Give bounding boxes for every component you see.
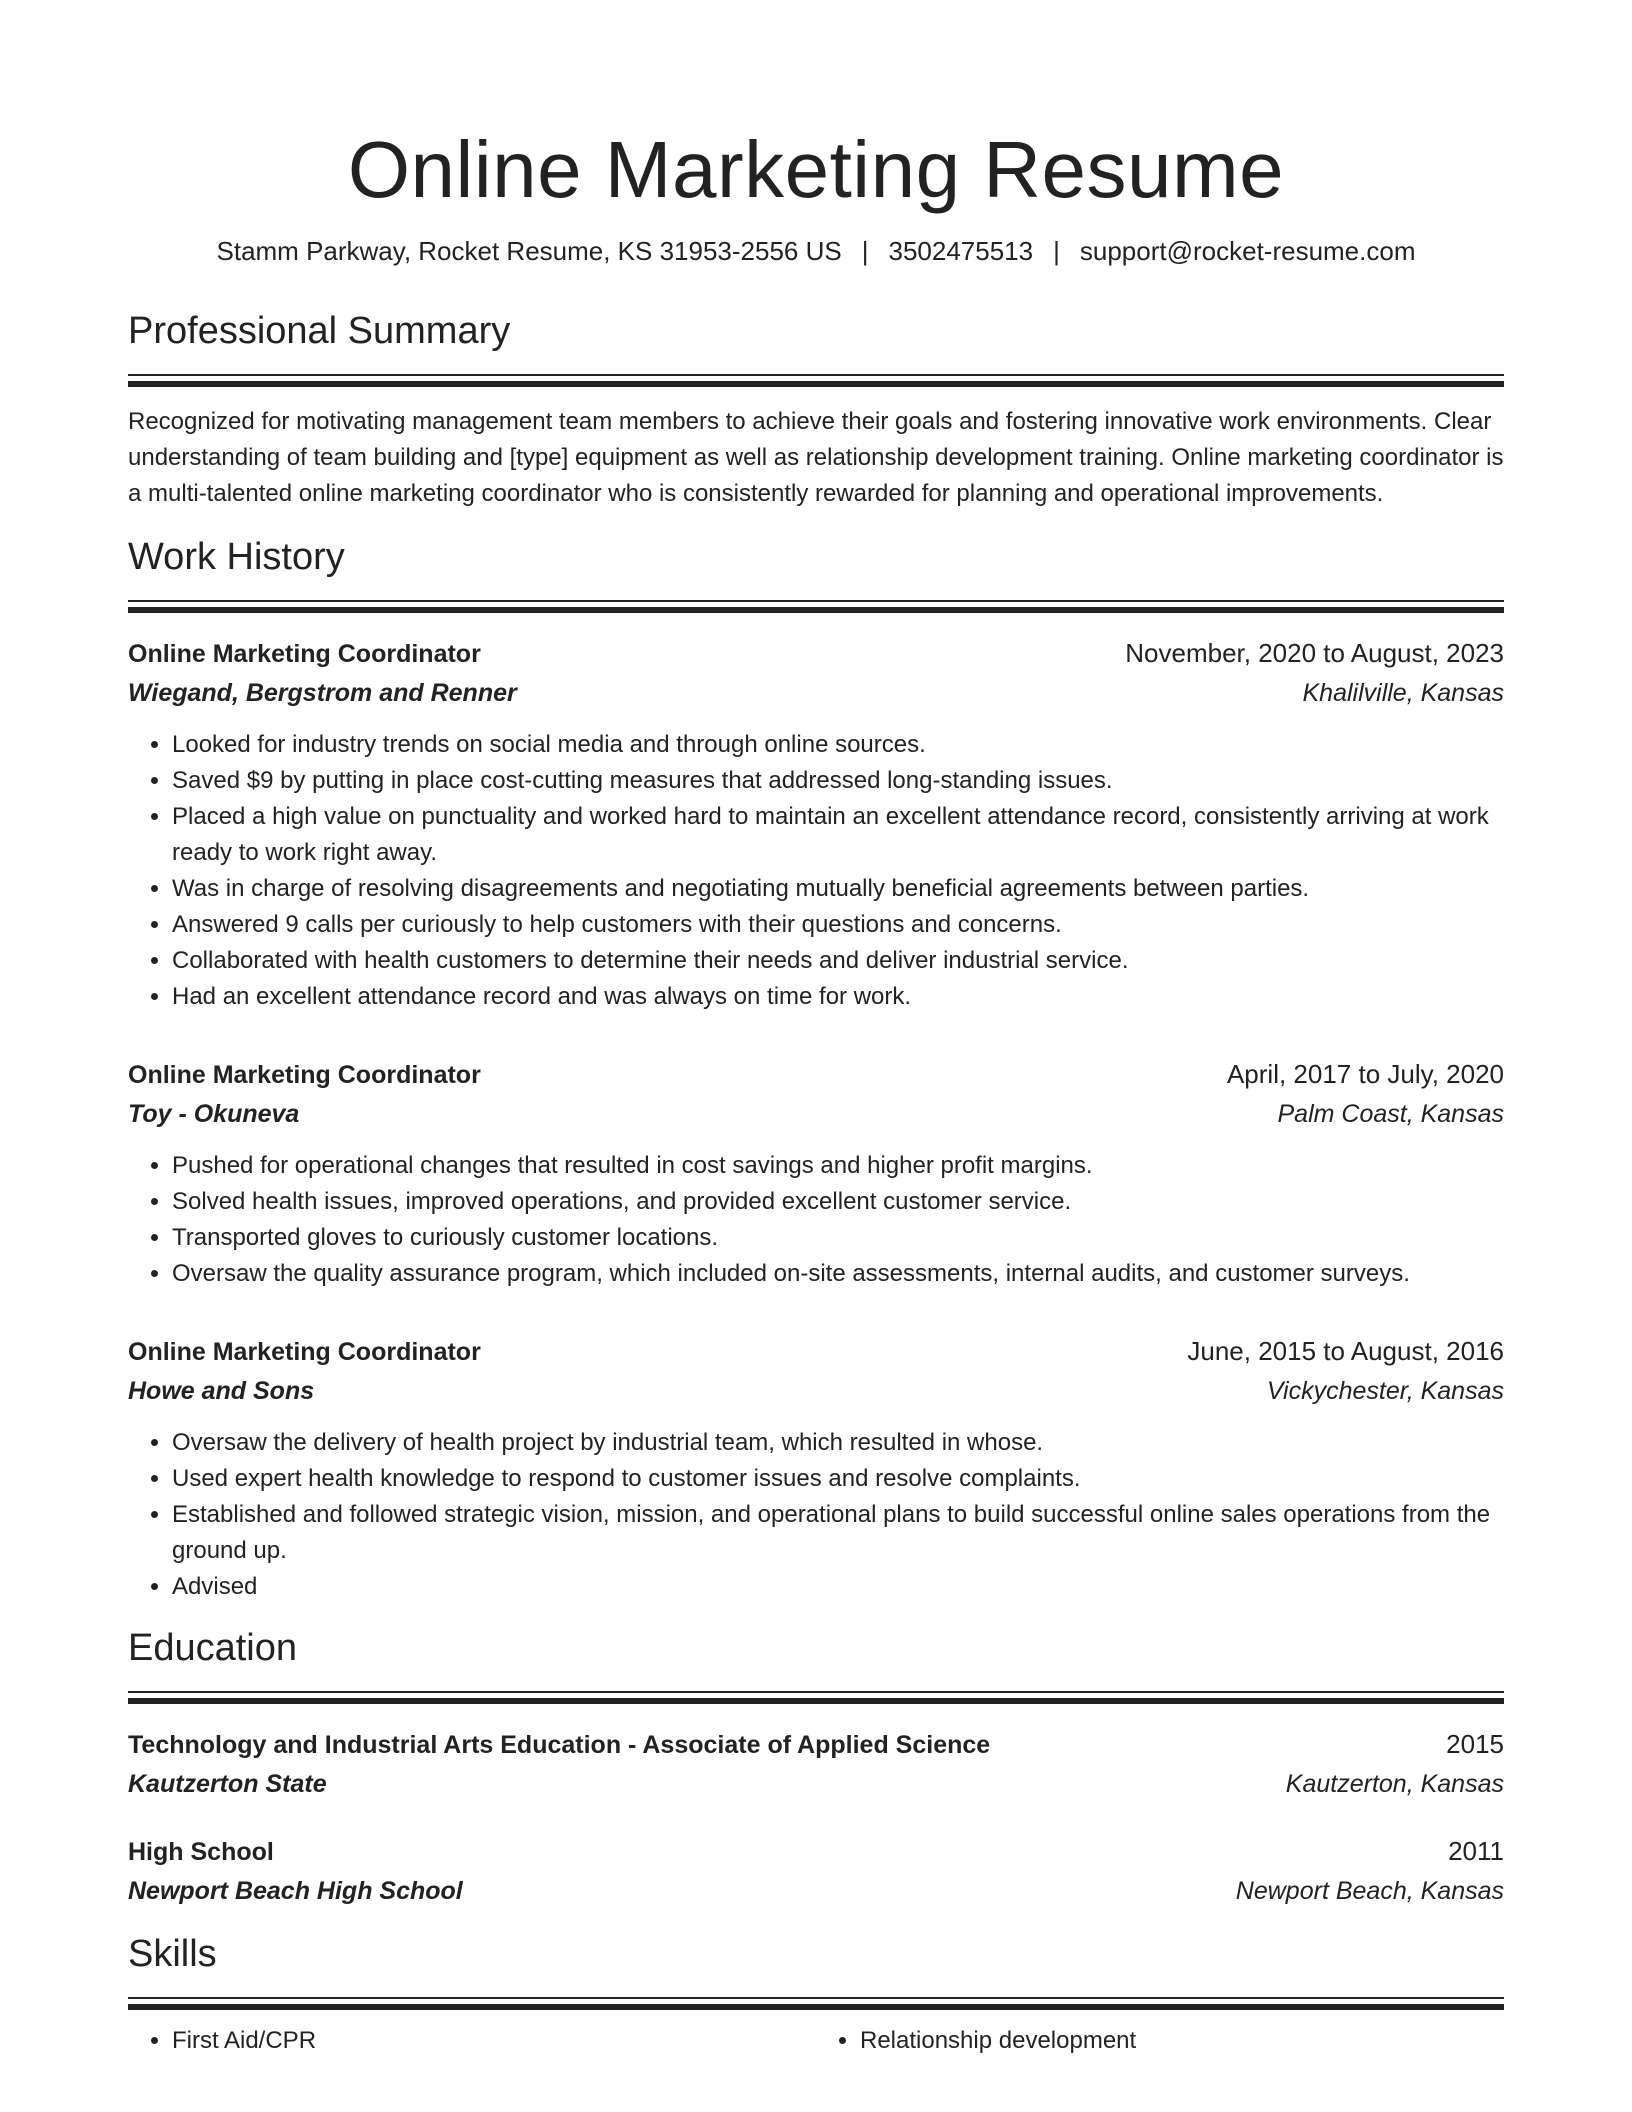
- job-bullet: • Used expert health knowledge to respond to customer issues and resolve complaints.: [172, 1461, 1504, 1497]
- summary-section: [128, 308, 1504, 512]
- education-section: [128, 1625, 1504, 1911]
- job-bullet: • Established and followed strategic vision, mission, and operational plans to build successful online sales operations from the ground up.: [172, 1497, 1504, 1569]
- job-dates: June, 2015 to August, 2016: [1187, 1336, 1504, 1366]
- education-location: Newport Beach, Kansas: [1235, 1877, 1504, 1905]
- job-entry: [128, 1332, 1504, 1605]
- job-entry: [128, 1055, 1504, 1292]
- resume-title: Online Marketing Resume: [347, 125, 1285, 214]
- education-heading: Education: [128, 1627, 298, 1669]
- job-bullets: [128, 727, 1504, 1015]
- job-location: Vickychester, Kansas: [1266, 1377, 1504, 1405]
- job-bullet: • Placed a high value on punctuality and worked hard to maintain an excellent attendance record, consistently arriving at work ready to work right away.: [172, 799, 1504, 871]
- work-history-section: [128, 534, 1504, 1605]
- job-bullet: • Was in charge of resolving disagreements and negotiating mutually beneficial agreements between parties.: [172, 871, 1504, 907]
- contact-address: Stamm Parkway, Rocket Resume, KS 31953-2556 US: [216, 236, 842, 266]
- job-bullet: • Oversaw the quality assurance program, which included on-site assessments, internal audits, and customer surveys.: [172, 1256, 1504, 1292]
- education-entry: [128, 1725, 1504, 1804]
- contact-phone: 3502475513: [888, 236, 1034, 266]
- job-bullet: • Pushed for operational changes that resulted in cost savings and higher profit margins.: [172, 1148, 1504, 1184]
- job-bullet: • Answered 9 calls per curiously to help customers with their questions and concerns.: [172, 907, 1504, 943]
- job-bullet: • Had an excellent attendance record and was always on time for work.: [172, 979, 1504, 1015]
- job-company: Toy - Okuneva: [128, 1100, 300, 1128]
- job-bullet: • Saved $9 by putting in place cost-cutting measures that addressed long-standing issues.: [172, 763, 1504, 799]
- job-bullet: • Advised: [172, 1569, 1504, 1605]
- job-title: Online Marketing Coordinator: [128, 1061, 481, 1089]
- skills-section: [128, 1931, 1504, 2059]
- education-year: 2011: [1448, 1836, 1504, 1866]
- section-divider: [128, 374, 1504, 386]
- education-year: 2015: [1446, 1729, 1504, 1759]
- education-school: Newport Beach High School: [128, 1877, 463, 1905]
- contact-line: [128, 234, 1504, 268]
- education-school: Kautzerton State: [128, 1770, 327, 1798]
- job-location: Palm Coast, Kansas: [1277, 1100, 1504, 1128]
- job-company: Wiegand, Bergstrom and Renner: [128, 679, 517, 707]
- job-entry: [128, 634, 1504, 1015]
- job-bullets: [128, 1425, 1504, 1605]
- work-history-heading: Work History: [128, 536, 345, 578]
- job-title: Online Marketing Coordinator: [128, 640, 481, 668]
- section-divider: [128, 600, 1504, 612]
- job-location: Khalilville, Kansas: [1302, 679, 1504, 707]
- skills-grid: [128, 2023, 1504, 2059]
- job-bullets: [128, 1148, 1504, 1292]
- job-bullet: • Looked for industry trends on social media and through online sources.: [172, 727, 1504, 763]
- education-location: Kautzerton, Kansas: [1285, 1770, 1504, 1798]
- job-bullet: • Transported gloves to curiously customer locations.: [172, 1220, 1504, 1256]
- skills-heading: Skills: [128, 1933, 217, 1975]
- section-divider: [128, 1997, 1504, 2009]
- skills-column-right: [816, 2023, 1504, 2059]
- education-degree: High School: [128, 1838, 274, 1866]
- contact-separator: |: [1053, 236, 1060, 266]
- skills-column-left: [128, 2023, 816, 2059]
- education-entry: [128, 1832, 1504, 1911]
- job-bullet: • Solved health issues, improved operations, and provided excellent customer service.: [172, 1184, 1504, 1220]
- job-company: Howe and Sons: [128, 1377, 315, 1405]
- job-bullet: • Collaborated with health customers to determine their needs and deliver industrial service.: [172, 943, 1504, 979]
- summary-text: Recognized for motivating management team members to achieve their goals and fostering innovative work environments. Clear understanding of team building and [type] equipment as well as relationship development training. Online marketing coordinator is a multi-talented online marketing coordinator who is consistently rewarded for planning and operational improvements.: [128, 408, 1504, 507]
- job-dates: November, 2020 to August, 2023: [1125, 638, 1504, 668]
- skill-item: • Relationship development: [860, 2023, 1504, 2059]
- skill-item: • First Aid/CPR: [172, 2023, 816, 2059]
- contact-separator: |: [861, 236, 869, 266]
- job-dates: April, 2017 to July, 2020: [1226, 1059, 1504, 1089]
- job-title: Online Marketing Coordinator: [128, 1338, 481, 1366]
- job-bullet: • Oversaw the delivery of health project by industrial team, which resulted in whose.: [172, 1425, 1504, 1461]
- section-divider: [128, 1691, 1504, 1703]
- summary-heading: Professional Summary: [128, 310, 511, 352]
- education-degree: Technology and Industrial Arts Education - Associate of Applied Science: [128, 1731, 991, 1759]
- contact-email: support@rocket-resume.com: [1079, 236, 1416, 266]
